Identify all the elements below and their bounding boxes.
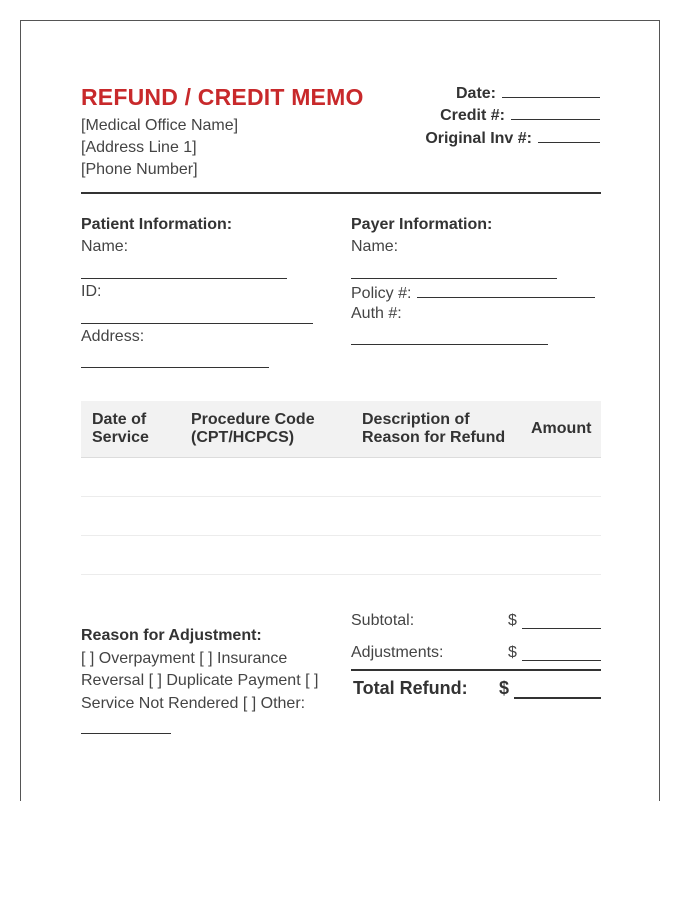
col-amount: [531, 401, 591, 457]
policy-field[interactable]: [351, 283, 595, 303]
reason-block: [81, 625, 331, 715]
payer-info-heading: Payer Information:: [351, 216, 493, 233]
payer-name-line[interactable]: [351, 278, 557, 279]
policy-input-line[interactable]: [417, 283, 595, 298]
memo-page: [20, 20, 660, 801]
patient-address-label: Address:: [81, 328, 145, 345]
subtotal-row: [351, 612, 601, 632]
memo-title: REFUND / CREDIT MEMO: [81, 84, 364, 110]
auth-label: Auth #:: [351, 305, 402, 322]
date-input-line[interactable]: [502, 83, 600, 98]
col-procedure-line2: (CPT/HCPCS): [191, 429, 295, 446]
col-date-of-service: [92, 401, 149, 457]
table-header: [81, 401, 601, 458]
adjustments-currency: $: [508, 644, 517, 661]
office-phone: [Phone Number]: [81, 161, 198, 178]
date-label: Date:: [455, 85, 496, 102]
table-row[interactable]: [81, 458, 601, 497]
patient-name-label: Name:: [81, 238, 129, 255]
adjustments-input-line[interactable]: [522, 660, 601, 661]
patient-id-line[interactable]: [81, 323, 313, 324]
auth-line[interactable]: [351, 344, 548, 345]
totals-divider: [351, 669, 601, 671]
original-inv-input-line[interactable]: [538, 128, 600, 143]
total-refund-currency: $: [499, 678, 510, 698]
subtotal-label: Subtotal:: [351, 612, 415, 629]
credit-input-line[interactable]: [511, 105, 600, 120]
refund-table: [81, 401, 601, 575]
total-refund-input-line[interactable]: [514, 697, 601, 699]
col-procedure-line1: Procedure Code: [191, 411, 315, 428]
patient-id-label: ID:: [81, 283, 102, 300]
patient-address-line[interactable]: [81, 367, 269, 368]
reason-heading: Reason for Adjustment:: [81, 627, 262, 644]
total-refund-label: Total Refund:: [353, 678, 468, 698]
col-description: [362, 401, 505, 457]
table-row[interactable]: [81, 536, 601, 575]
office-name: [Medical Office Name]: [81, 117, 239, 134]
credit-field[interactable]: [440, 105, 600, 125]
policy-label: Policy #:: [351, 285, 412, 302]
date-field[interactable]: [456, 83, 600, 103]
reason-other-line[interactable]: [81, 733, 171, 734]
patient-name-line[interactable]: [81, 278, 287, 279]
col-procedure-code: [191, 401, 315, 457]
col-description-line2: Reason for Refund: [362, 429, 506, 446]
header-divider: [81, 192, 601, 194]
reason-options[interactable]: [ ] Overpayment [ ] Insurance Reversal [ ] Duplicate Payment [ ] Service Not Rendered [ ] Other:: [81, 649, 319, 712]
col-date-line2: Service: [92, 429, 149, 446]
payer-name-label: Name:: [351, 238, 399, 255]
subtotal-currency: $: [508, 612, 517, 629]
col-description-line1: Description of: [362, 411, 470, 428]
original-inv-label: Original Inv #:: [425, 130, 532, 147]
patient-info-heading: Patient Information:: [81, 216, 233, 233]
subtotal-input-line[interactable]: [522, 628, 601, 629]
col-amount-label: Amount: [531, 420, 592, 437]
adjustments-row: [351, 644, 601, 664]
adjustments-label: Adjustments:: [351, 644, 444, 661]
credit-label: Credit #:: [440, 107, 505, 124]
table-row[interactable]: [81, 497, 601, 536]
original-inv-field[interactable]: [425, 128, 600, 148]
total-refund-row: [351, 678, 601, 702]
office-address: [Address Line 1]: [81, 139, 197, 156]
col-date-line1: Date of: [92, 411, 147, 428]
